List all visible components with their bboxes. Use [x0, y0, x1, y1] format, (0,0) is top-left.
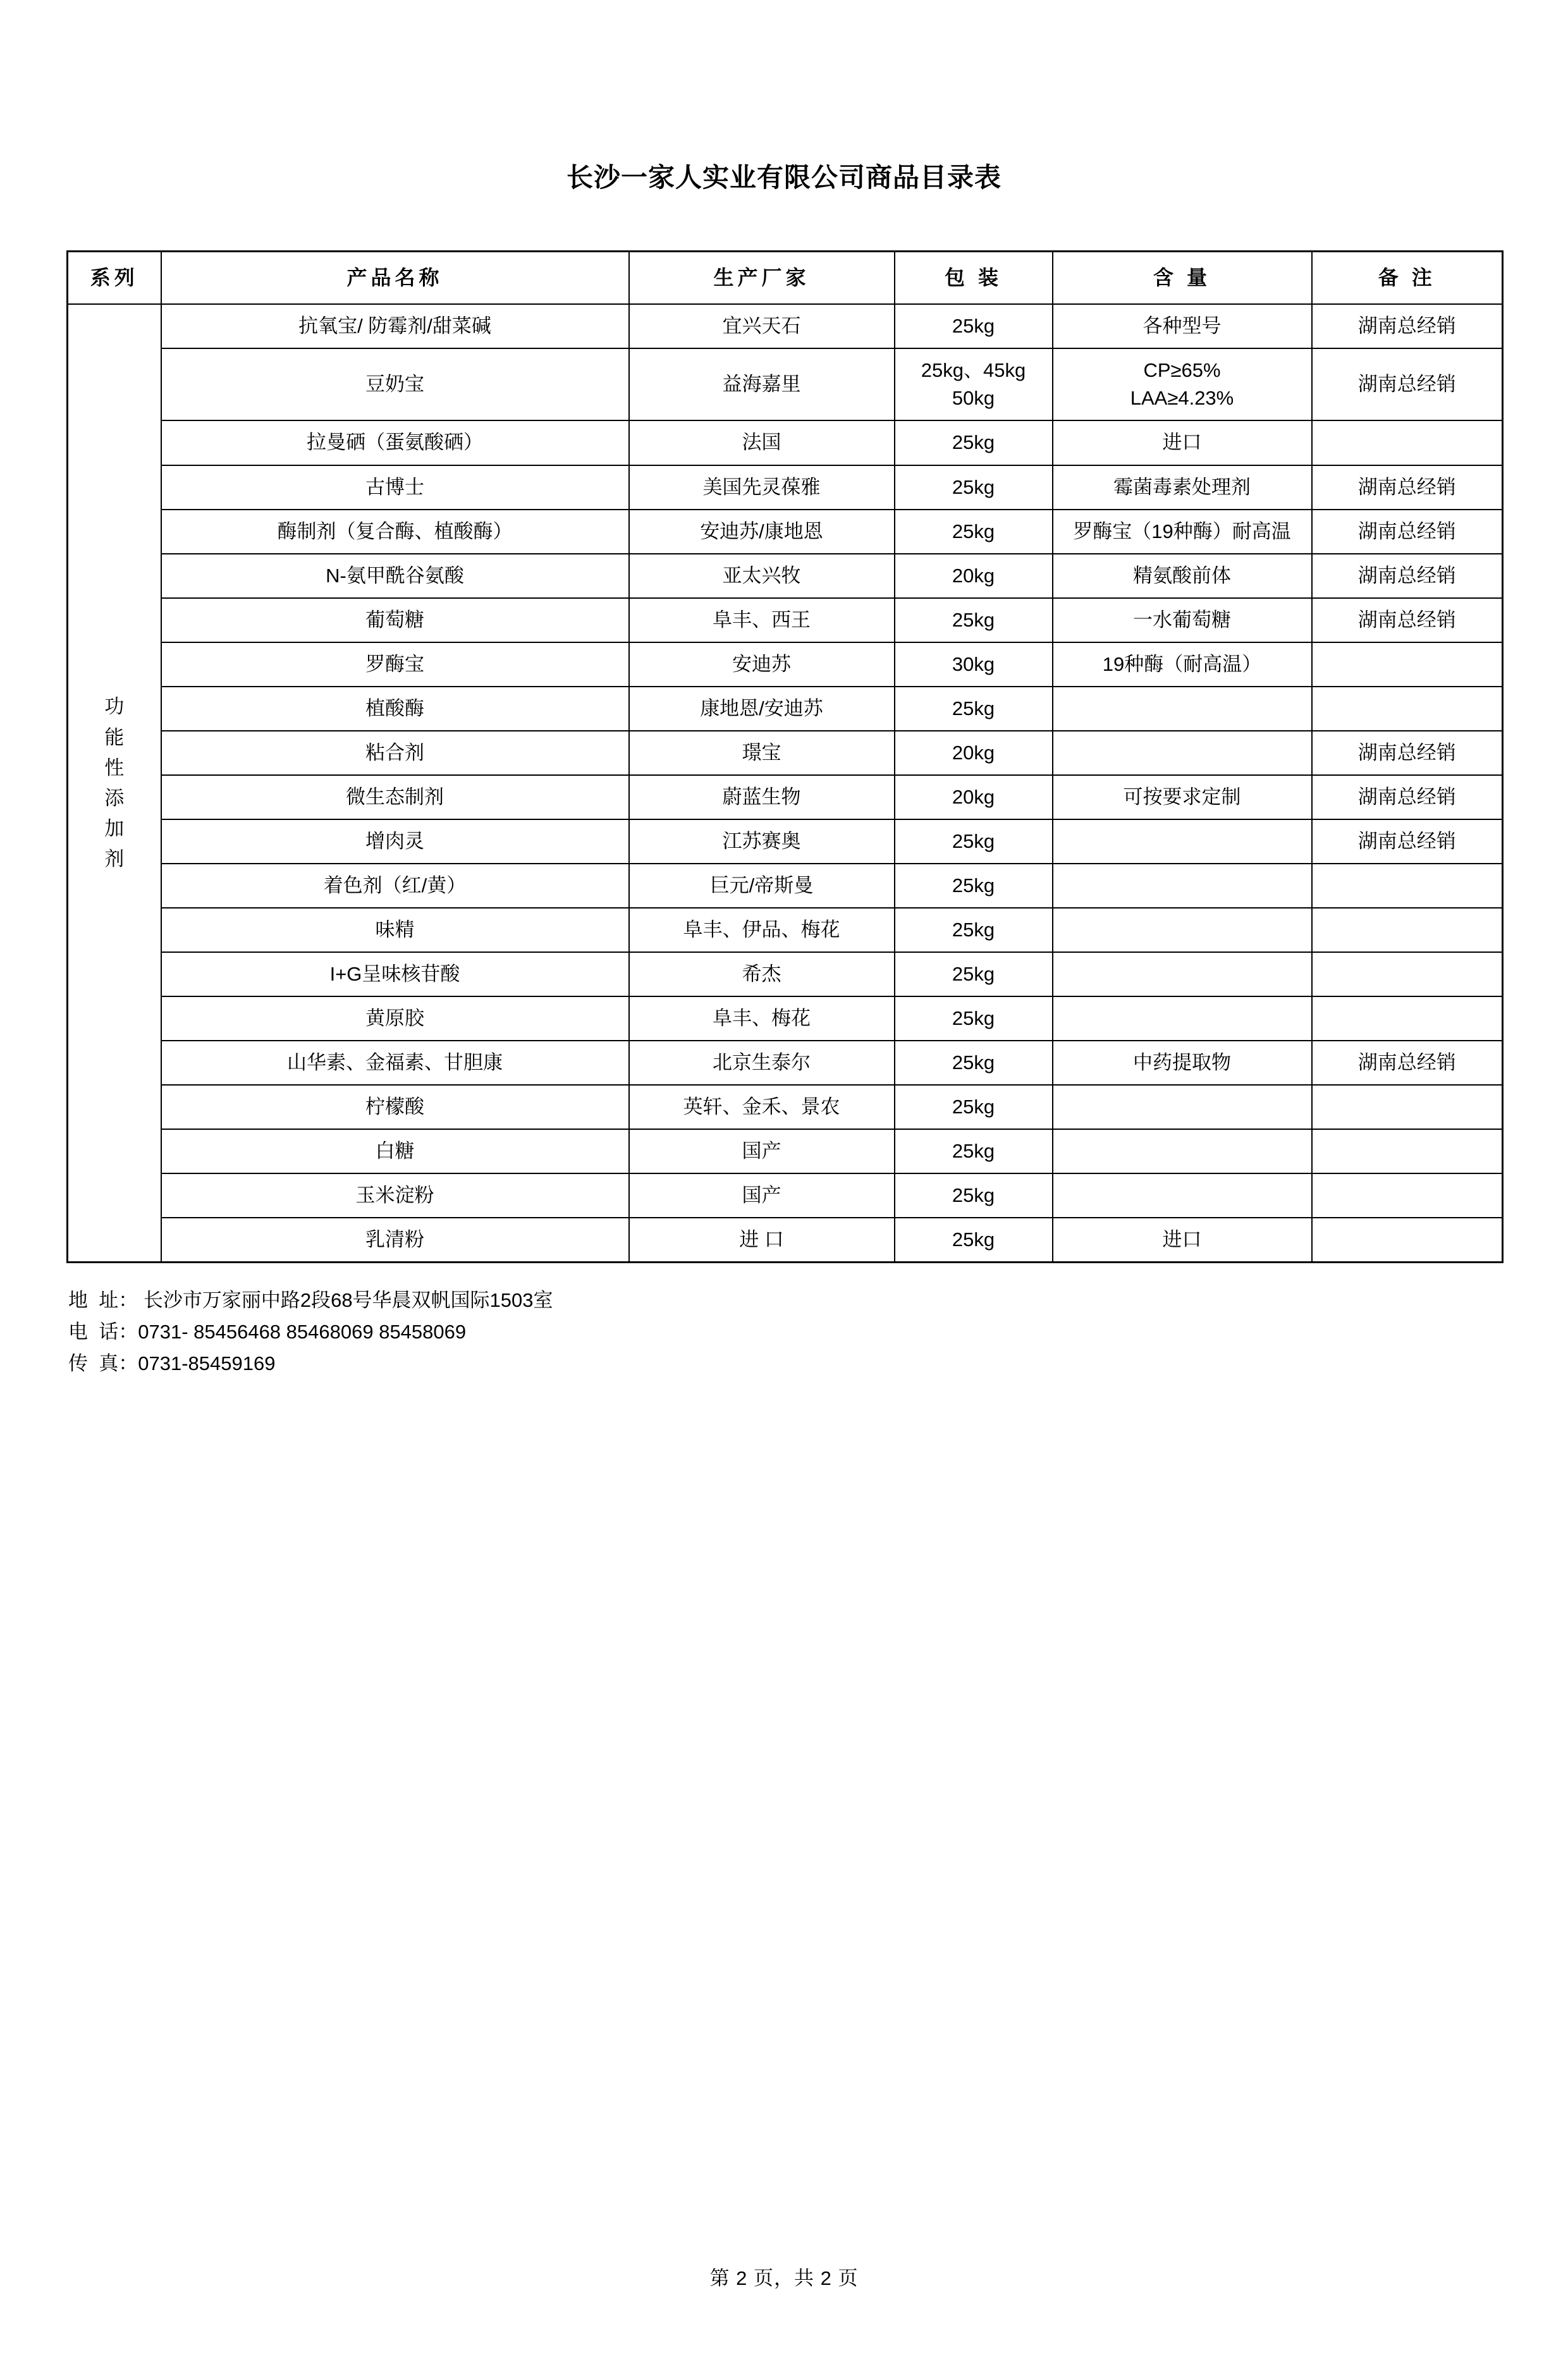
cell-packaging — [895, 864, 1053, 908]
cell-product-name: I+G呈味核苷酸 — [161, 952, 629, 996]
cell-note — [1312, 1085, 1503, 1129]
cell-note — [1312, 864, 1503, 908]
packaging-line: 25kg — [952, 520, 995, 542]
contact-fax: 传 真：0731-85459169 — [68, 1352, 276, 1375]
packaging-line: 20kg — [952, 741, 995, 764]
cell-manufacturer: 国产 — [629, 1173, 895, 1218]
cell-manufacturer: 国产 — [629, 1129, 895, 1173]
cell-manufacturer: 进 口 — [629, 1218, 895, 1263]
cell-note — [1312, 1173, 1503, 1218]
packaging-line: 25kg — [952, 1139, 995, 1162]
cell-packaging — [895, 1218, 1053, 1263]
table-row — [68, 908, 1503, 952]
cell-content — [1053, 996, 1312, 1041]
cell-content — [1053, 1085, 1312, 1129]
cell-note: 湖南总经销 — [1312, 510, 1503, 554]
packaging-line: 25kg — [952, 1051, 995, 1074]
table-header-row — [68, 252, 1503, 305]
table-row — [68, 687, 1503, 731]
cell-manufacturer: 美国先灵葆雅 — [629, 465, 895, 510]
packaging-line: 25kg — [952, 1184, 995, 1206]
cell-manufacturer: 康地恩/安迪苏 — [629, 687, 895, 731]
table-row — [68, 598, 1503, 642]
cell-note — [1312, 952, 1503, 996]
packaging-line: 20kg — [952, 564, 995, 587]
cell-packaging — [895, 348, 1053, 420]
document-page — [0, 157, 1568, 2374]
cell-note — [1312, 1129, 1503, 1173]
cell-content — [1053, 1041, 1312, 1085]
cell-manufacturer: 安迪苏/康地恩 — [629, 510, 895, 554]
cell-note: 湖南总经销 — [1312, 1041, 1503, 1085]
cell-content — [1053, 420, 1312, 465]
cell-packaging — [895, 1129, 1053, 1173]
table-row — [68, 996, 1503, 1041]
content-line: 霉菌毒素处理剂 — [1113, 475, 1251, 498]
cell-product-name: 着色剂（红/黄） — [161, 864, 629, 908]
content-line: 精氨酸前体 — [1133, 564, 1231, 587]
cell-product-name: 拉曼硒（蛋氨酸硒） — [161, 420, 629, 465]
table-row — [68, 1085, 1503, 1129]
table-row — [68, 952, 1503, 996]
cell-content — [1053, 819, 1312, 864]
table-body — [68, 304, 1503, 1262]
cell-note: 湖南总经销 — [1312, 304, 1503, 348]
cell-product-name: 玉米淀粉 — [161, 1173, 629, 1218]
packaging-line: 25kg — [952, 1095, 995, 1118]
column-header-maker: 生产厂家 — [629, 252, 895, 305]
cell-product-name: 山华素、金福素、甘胆康 — [161, 1041, 629, 1085]
table-row — [68, 554, 1503, 598]
cell-content — [1053, 304, 1312, 348]
cell-packaging — [895, 687, 1053, 731]
cell-content — [1053, 687, 1312, 731]
cell-manufacturer: 亚太兴牧 — [629, 554, 895, 598]
column-header-pack: 包 装 — [895, 252, 1053, 305]
packaging-line: 25kg — [952, 697, 995, 719]
cell-note — [1312, 1218, 1503, 1263]
table-row — [68, 348, 1503, 420]
cell-note: 湖南总经销 — [1312, 554, 1503, 598]
table-row — [68, 864, 1503, 908]
cell-packaging — [895, 465, 1053, 510]
cell-product-name: 增肉灵 — [161, 819, 629, 864]
cell-note — [1312, 996, 1503, 1041]
cell-product-name: 粘合剂 — [161, 731, 629, 775]
cell-packaging — [895, 642, 1053, 687]
cell-content — [1053, 465, 1312, 510]
cell-packaging — [895, 775, 1053, 819]
table-row — [68, 465, 1503, 510]
page-title: 长沙一家人实业有限公司商品目录表 — [566, 162, 1001, 192]
cell-content — [1053, 952, 1312, 996]
cell-manufacturer: 安迪苏 — [629, 642, 895, 687]
cell-product-name: 抗氧宝/ 防霉剂/甜菜碱 — [161, 304, 629, 348]
content-line: 罗酶宝（19种酶）耐高温 — [1073, 520, 1291, 542]
series-label-char: 加 — [104, 817, 125, 840]
packaging-line: 25kg — [952, 829, 995, 852]
packaging-line: 25kg — [952, 918, 995, 941]
column-header-content: 含 量 — [1053, 252, 1312, 305]
table-row — [68, 775, 1503, 819]
packaging-line: 25kg、45kg — [921, 359, 1026, 382]
cell-content — [1053, 642, 1312, 687]
cell-manufacturer: 法国 — [629, 420, 895, 465]
cell-packaging — [895, 1041, 1053, 1085]
packaging-line: 25kg — [952, 608, 995, 631]
cell-product-name: 白糖 — [161, 1129, 629, 1173]
cell-packaging — [895, 598, 1053, 642]
cell-content — [1053, 598, 1312, 642]
column-header-series: 系列 — [68, 252, 161, 305]
table-row — [68, 642, 1503, 687]
series-cell — [68, 304, 161, 1262]
packaging-line: 25kg — [952, 475, 995, 498]
cell-manufacturer: 璟宝 — [629, 731, 895, 775]
cell-content — [1053, 510, 1312, 554]
catalog-table-wrapper — [66, 250, 1502, 1263]
cell-packaging — [895, 731, 1053, 775]
cell-manufacturer: 巨元/帝斯曼 — [629, 864, 895, 908]
cell-packaging — [895, 420, 1053, 465]
cell-manufacturer: 阜丰、梅花 — [629, 996, 895, 1041]
cell-product-name: 豆奶宝 — [161, 348, 629, 420]
content-line: 中药提取物 — [1133, 1051, 1231, 1074]
packaging-line: 30kg — [952, 652, 995, 675]
contact-address: 地 址： 长沙市万家丽中路2段68号华晨双帆国际1503室 — [68, 1288, 553, 1311]
cell-packaging — [895, 908, 1053, 952]
cell-note — [1312, 642, 1503, 687]
packaging-line: 25kg — [952, 962, 995, 985]
cell-content — [1053, 1129, 1312, 1173]
cell-note: 湖南总经销 — [1312, 731, 1503, 775]
cell-note — [1312, 687, 1503, 731]
cell-packaging — [895, 996, 1053, 1041]
cell-product-name: 葡萄糖 — [161, 598, 629, 642]
cell-packaging — [895, 554, 1053, 598]
table-row — [68, 1129, 1503, 1173]
packaging-line: 25kg — [952, 431, 995, 454]
table-row — [68, 420, 1503, 465]
cell-content — [1053, 775, 1312, 819]
content-line: 各种型号 — [1142, 315, 1222, 338]
packaging-line: 25kg — [952, 874, 995, 896]
cell-packaging — [895, 1085, 1053, 1129]
cell-manufacturer: 阜丰、西王 — [629, 598, 895, 642]
table-row — [68, 1041, 1503, 1085]
cell-note: 湖南总经销 — [1312, 598, 1503, 642]
table-row — [68, 1173, 1503, 1218]
series-label-char: 性 — [104, 756, 125, 779]
contact-phone: 电 话：0731- 85456468 85468069 85458069 — [68, 1321, 467, 1343]
table-row — [68, 510, 1503, 554]
column-header-note: 备 注 — [1312, 252, 1503, 305]
cell-product-name: 黄原胶 — [161, 996, 629, 1041]
table-header — [68, 252, 1503, 305]
cell-product-name: 植酸酶 — [161, 687, 629, 731]
cell-manufacturer: 阜丰、伊品、梅花 — [629, 908, 895, 952]
cell-manufacturer: 益海嘉里 — [629, 348, 895, 420]
series-label-char: 剂 — [104, 847, 125, 870]
cell-note: 湖南总经销 — [1312, 465, 1503, 510]
cell-product-name: 罗酶宝 — [161, 642, 629, 687]
cell-packaging — [895, 510, 1053, 554]
content-line: 19种酶（耐高温） — [1102, 652, 1262, 675]
cell-product-name: 味精 — [161, 908, 629, 952]
packaging-line: 25kg — [952, 315, 995, 338]
cell-product-name: 古博士 — [161, 465, 629, 510]
contact-block — [68, 1285, 1568, 1380]
cell-packaging — [895, 952, 1053, 996]
cell-content — [1053, 864, 1312, 908]
table-row — [68, 304, 1503, 348]
content-line: 进口 — [1162, 431, 1202, 454]
column-header-product: 产品名称 — [161, 252, 629, 305]
content-line: CP≥65% — [1143, 359, 1221, 382]
cell-content — [1053, 554, 1312, 598]
cell-manufacturer: 江苏赛奥 — [629, 819, 895, 864]
cell-note — [1312, 420, 1503, 465]
content-line: LAA≥4.23% — [1130, 387, 1234, 410]
table-row — [68, 1218, 1503, 1263]
cell-product-name: 微生态制剂 — [161, 775, 629, 819]
packaging-line: 50kg — [952, 387, 995, 410]
content-line: 可按要求定制 — [1123, 785, 1241, 808]
cell-note: 湖南总经销 — [1312, 348, 1503, 420]
cell-packaging — [895, 1173, 1053, 1218]
cell-manufacturer: 英轩、金禾、景农 — [629, 1085, 895, 1129]
cell-manufacturer: 希杰 — [629, 952, 895, 996]
cell-manufacturer: 宜兴天石 — [629, 304, 895, 348]
cell-product-name: 乳清粉 — [161, 1218, 629, 1263]
packaging-line: 20kg — [952, 785, 995, 808]
cell-packaging — [895, 819, 1053, 864]
series-label-char: 功 — [104, 695, 125, 718]
cell-product-name: 柠檬酸 — [161, 1085, 629, 1129]
content-line: 进口 — [1162, 1228, 1202, 1251]
cell-manufacturer: 蔚蓝生物 — [629, 775, 895, 819]
cell-product-name: 酶制剂（复合酶、植酸酶） — [161, 510, 629, 554]
product-catalog-table — [66, 250, 1504, 1263]
cell-content — [1053, 731, 1312, 775]
packaging-line: 25kg — [952, 1007, 995, 1029]
cell-content — [1053, 348, 1312, 420]
cell-manufacturer: 北京生泰尔 — [629, 1041, 895, 1085]
cell-note — [1312, 908, 1503, 952]
cell-content — [1053, 1218, 1312, 1263]
cell-content — [1053, 908, 1312, 952]
page-footer: 第 2 页，共 2 页 — [709, 2267, 859, 2289]
cell-content — [1053, 1173, 1312, 1218]
packaging-line: 25kg — [952, 1228, 995, 1251]
series-label-char: 添 — [104, 786, 125, 809]
content-line: 一水葡萄糖 — [1133, 608, 1231, 631]
cell-note: 湖南总经销 — [1312, 775, 1503, 819]
table-row — [68, 731, 1503, 775]
table-row — [68, 819, 1503, 864]
series-label-char: 能 — [104, 726, 125, 749]
cell-packaging — [895, 304, 1053, 348]
cell-note: 湖南总经销 — [1312, 819, 1503, 864]
cell-product-name: N-氨甲酰谷氨酸 — [161, 554, 629, 598]
